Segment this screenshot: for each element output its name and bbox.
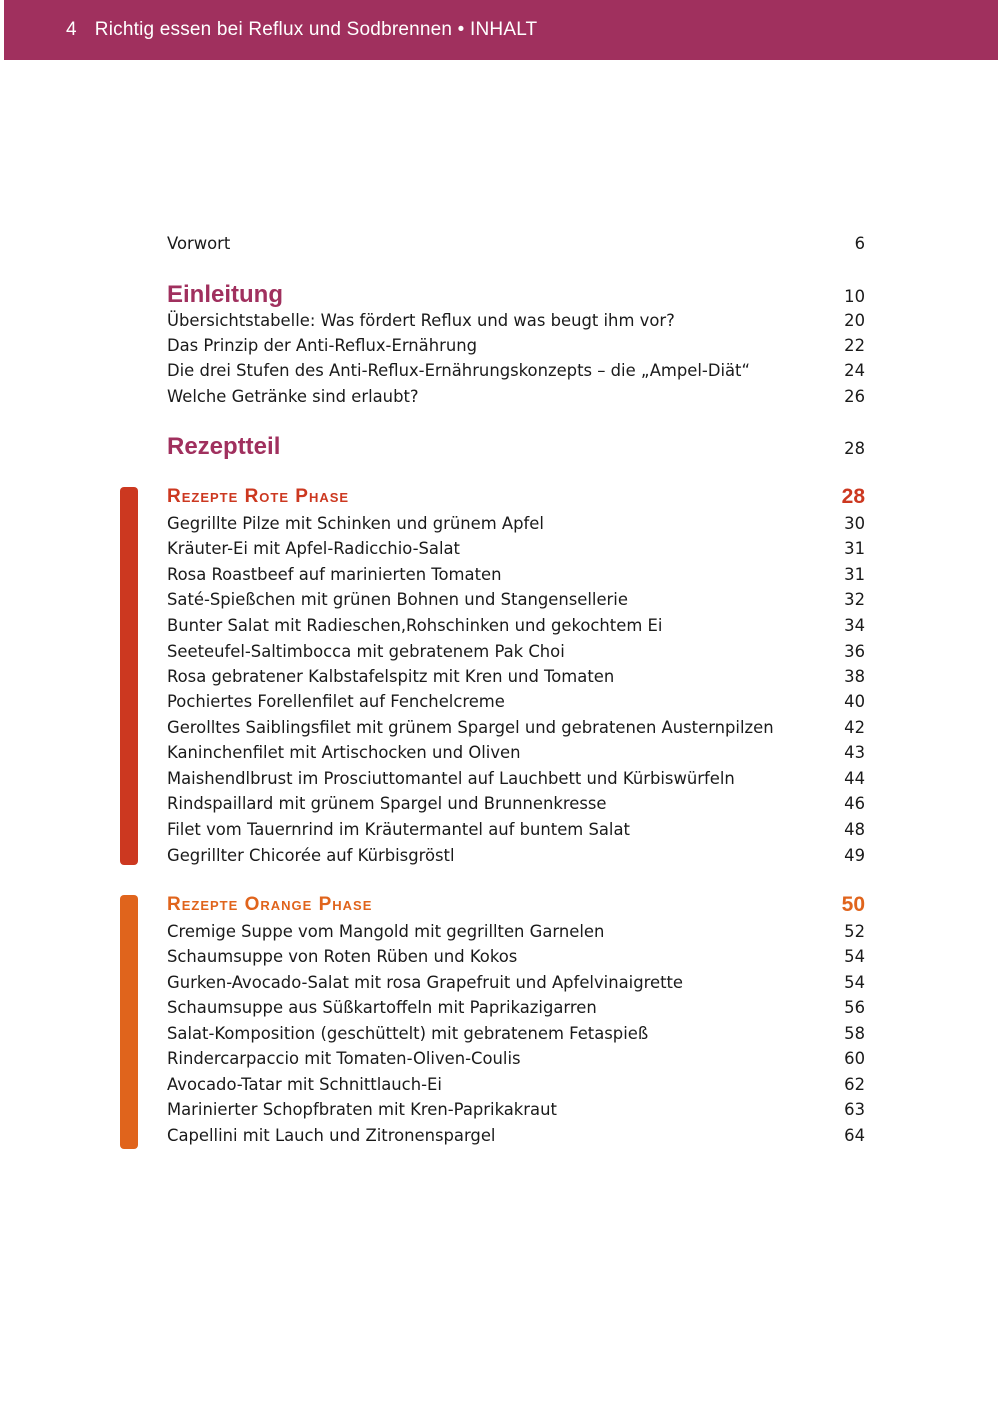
phase-heading-rote-phase[interactable] — [167, 483, 865, 511]
toc-entry-label: Schaumsuppe von Roten Rüben und Kokos — [167, 947, 518, 966]
phase-page: 28 — [841, 485, 865, 508]
toc-entry-label: Übersichtstabelle: Was fördert Reflux und was beugt ihm vor? — [167, 311, 675, 330]
toc-entry-page: 54 — [844, 973, 865, 992]
toc-entry-label: Welche Getränke sind erlaubt? — [167, 387, 419, 406]
toc-entry[interactable] — [167, 587, 865, 612]
toc-entry[interactable] — [167, 613, 865, 638]
running-title: Richtig essen bei Reflux und Sodbrennen • INHALT — [94, 19, 538, 40]
red-phase-marker-bar — [120, 487, 138, 865]
toc-entry[interactable] — [167, 536, 865, 561]
toc-entry-label: Kaninchenfilet mit Artischocken und Oliven — [167, 743, 521, 762]
toc-entry[interactable] — [167, 791, 865, 816]
toc-entry-label: Filet vom Tauernrind im Kräutermantel auf buntem Salat — [167, 820, 630, 839]
toc-entry-label: Bunter Salat mit Radieschen,Rohschinken und gekochtem Ei — [167, 616, 663, 635]
toc-entry-label: Vorwort — [167, 234, 231, 253]
toc-entry-label: Salat-Komposition (geschüttelt) mit gebratenem Fetaspieß — [167, 1024, 649, 1043]
toc-entry-label: Marinierter Schopfbraten mit Kren-Paprikakraut — [167, 1100, 557, 1119]
section-heading-einleitung[interactable] — [167, 276, 865, 310]
toc-entry-page: 46 — [844, 794, 865, 813]
phase-heading-orange-phase[interactable] — [167, 891, 865, 919]
toc-entry[interactable] — [167, 511, 865, 536]
toc-entry-page: 38 — [844, 667, 865, 686]
toc-entry[interactable] — [167, 1021, 865, 1046]
toc-entry-page: 43 — [844, 743, 865, 762]
toc-entry[interactable] — [167, 308, 865, 333]
toc-entry[interactable] — [167, 1072, 865, 1097]
toc-entry-page: 34 — [844, 616, 865, 635]
toc-entry-page: 31 — [844, 539, 865, 558]
phase-title: Rezepte Orange Phase — [167, 894, 373, 915]
toc-entry[interactable] — [167, 689, 865, 714]
toc-entry[interactable] — [167, 562, 865, 587]
toc-entry-page: 62 — [844, 1075, 865, 1094]
toc-entry-page: 20 — [844, 311, 865, 330]
toc-entry[interactable] — [167, 384, 865, 409]
section-title: Einleitung — [167, 281, 283, 308]
toc-entry-page: 48 — [844, 820, 865, 839]
toc-entry-label: Rosa Roastbeef auf marinierten Tomaten — [167, 565, 502, 584]
toc-entry-label: Maishendlbrust im Prosciuttomantel auf Lauchbett und Kürbiswürfeln — [167, 769, 735, 788]
toc-entry-page: 49 — [844, 846, 865, 865]
toc-entry-page: 42 — [844, 718, 865, 737]
toc-entry-label: Schaumsuppe aus Süßkartoffeln mit Paprikazigarren — [167, 998, 597, 1017]
toc-entry-page: 54 — [844, 947, 865, 966]
orange-phase-marker-bar — [120, 895, 138, 1149]
toc-entry-label: Rosa gebratener Kalbstafelspitz mit Kren und Tomaten — [167, 667, 615, 686]
toc-entry-page: 58 — [844, 1024, 865, 1043]
toc-entry[interactable] — [167, 944, 865, 969]
toc-entry-vorwort[interactable] — [167, 231, 865, 256]
toc-entry[interactable] — [167, 1123, 865, 1148]
toc-entry[interactable] — [167, 358, 865, 383]
toc-entry-page: 56 — [844, 998, 865, 1017]
section-page: 28 — [844, 439, 865, 458]
toc-entry-page: 40 — [844, 692, 865, 711]
toc-entry[interactable] — [167, 919, 865, 944]
toc-entry-label: Saté-Spießchen mit grünen Bohnen und Stangensellerie — [167, 590, 628, 609]
phase-page: 50 — [841, 893, 865, 916]
toc-entry-label: Die drei Stufen des Anti-Reflux-Ernährungskonzepts – die „Ampel-Diät“ — [167, 361, 750, 380]
toc-entry-page: 60 — [844, 1049, 865, 1068]
toc-entry-page: 64 — [844, 1126, 865, 1145]
toc-entry-page: 32 — [844, 590, 865, 609]
toc-entry-label: Seeteufel-Saltimbocca mit gebratenem Pak Choi — [167, 642, 565, 661]
toc-entry-page: 22 — [844, 336, 865, 355]
toc-entry-label: Rindercarpaccio mit Tomaten-Oliven-Coulis — [167, 1049, 521, 1068]
toc-entry-page: 63 — [844, 1100, 865, 1119]
toc-entry[interactable] — [167, 843, 865, 868]
toc-entry-page: 30 — [844, 514, 865, 533]
toc-entry-page: 31 — [844, 565, 865, 584]
toc-entry[interactable] — [167, 740, 865, 765]
toc-entry-label: Gerolltes Saiblingsfilet mit grünem Spargel und gebratenen Austernpilzen — [167, 718, 774, 737]
section-title: Rezeptteil — [167, 433, 281, 460]
toc-entry[interactable] — [167, 1097, 865, 1122]
toc-entry-label: Cremige Suppe vom Mangold mit gegrillten Garnelen — [167, 922, 605, 941]
section-heading-rezeptteil[interactable] — [167, 428, 865, 462]
toc-entry[interactable] — [167, 333, 865, 358]
toc-entry-label: Capellini mit Lauch und Zitronenspargel — [167, 1126, 496, 1145]
toc-entry[interactable] — [167, 1046, 865, 1071]
running-header — [4, 0, 998, 60]
toc-entry-label: Avocado-Tatar mit Schnittlauch-Ei — [167, 1075, 442, 1094]
toc-entry[interactable] — [167, 664, 865, 689]
toc-entry-label: Das Prinzip der Anti-Reflux-Ernährung — [167, 336, 478, 355]
toc-entry-label: Gurken-Avocado-Salat mit rosa Grapefruit und Apfelvinaigrette — [167, 973, 684, 992]
toc-entry-label: Rindspaillard mit grünem Spargel und Brunnenkresse — [167, 794, 607, 813]
toc-entry[interactable] — [167, 817, 865, 842]
toc-entry[interactable] — [167, 766, 865, 791]
toc-entry-label: Gegrillter Chicorée auf Kürbisgröstl — [167, 846, 455, 865]
toc-entry-page: 26 — [844, 387, 865, 406]
toc-entry-page: 6 — [854, 234, 865, 253]
toc-entry[interactable] — [167, 639, 865, 664]
toc-entry-label: Pochiertes Forellenfilet auf Fenchelcreme — [167, 692, 505, 711]
toc-entry-label: Gegrillte Pilze mit Schinken und grünem Apfel — [167, 514, 544, 533]
toc-entry[interactable] — [167, 715, 865, 740]
toc-entry[interactable] — [167, 970, 865, 995]
toc-entry-page: 52 — [844, 922, 865, 941]
toc-entry-page: 36 — [844, 642, 865, 661]
phase-title: Rezepte Rote Phase — [167, 486, 350, 507]
section-page: 10 — [844, 287, 865, 306]
toc-entry[interactable] — [167, 995, 865, 1020]
toc-entry-page: 44 — [844, 769, 865, 788]
toc-entry-label: Kräuter-Ei mit Apfel-Radicchio-Salat — [167, 539, 460, 558]
toc-entry-page: 24 — [844, 361, 865, 380]
page-number: 4 — [66, 19, 77, 40]
